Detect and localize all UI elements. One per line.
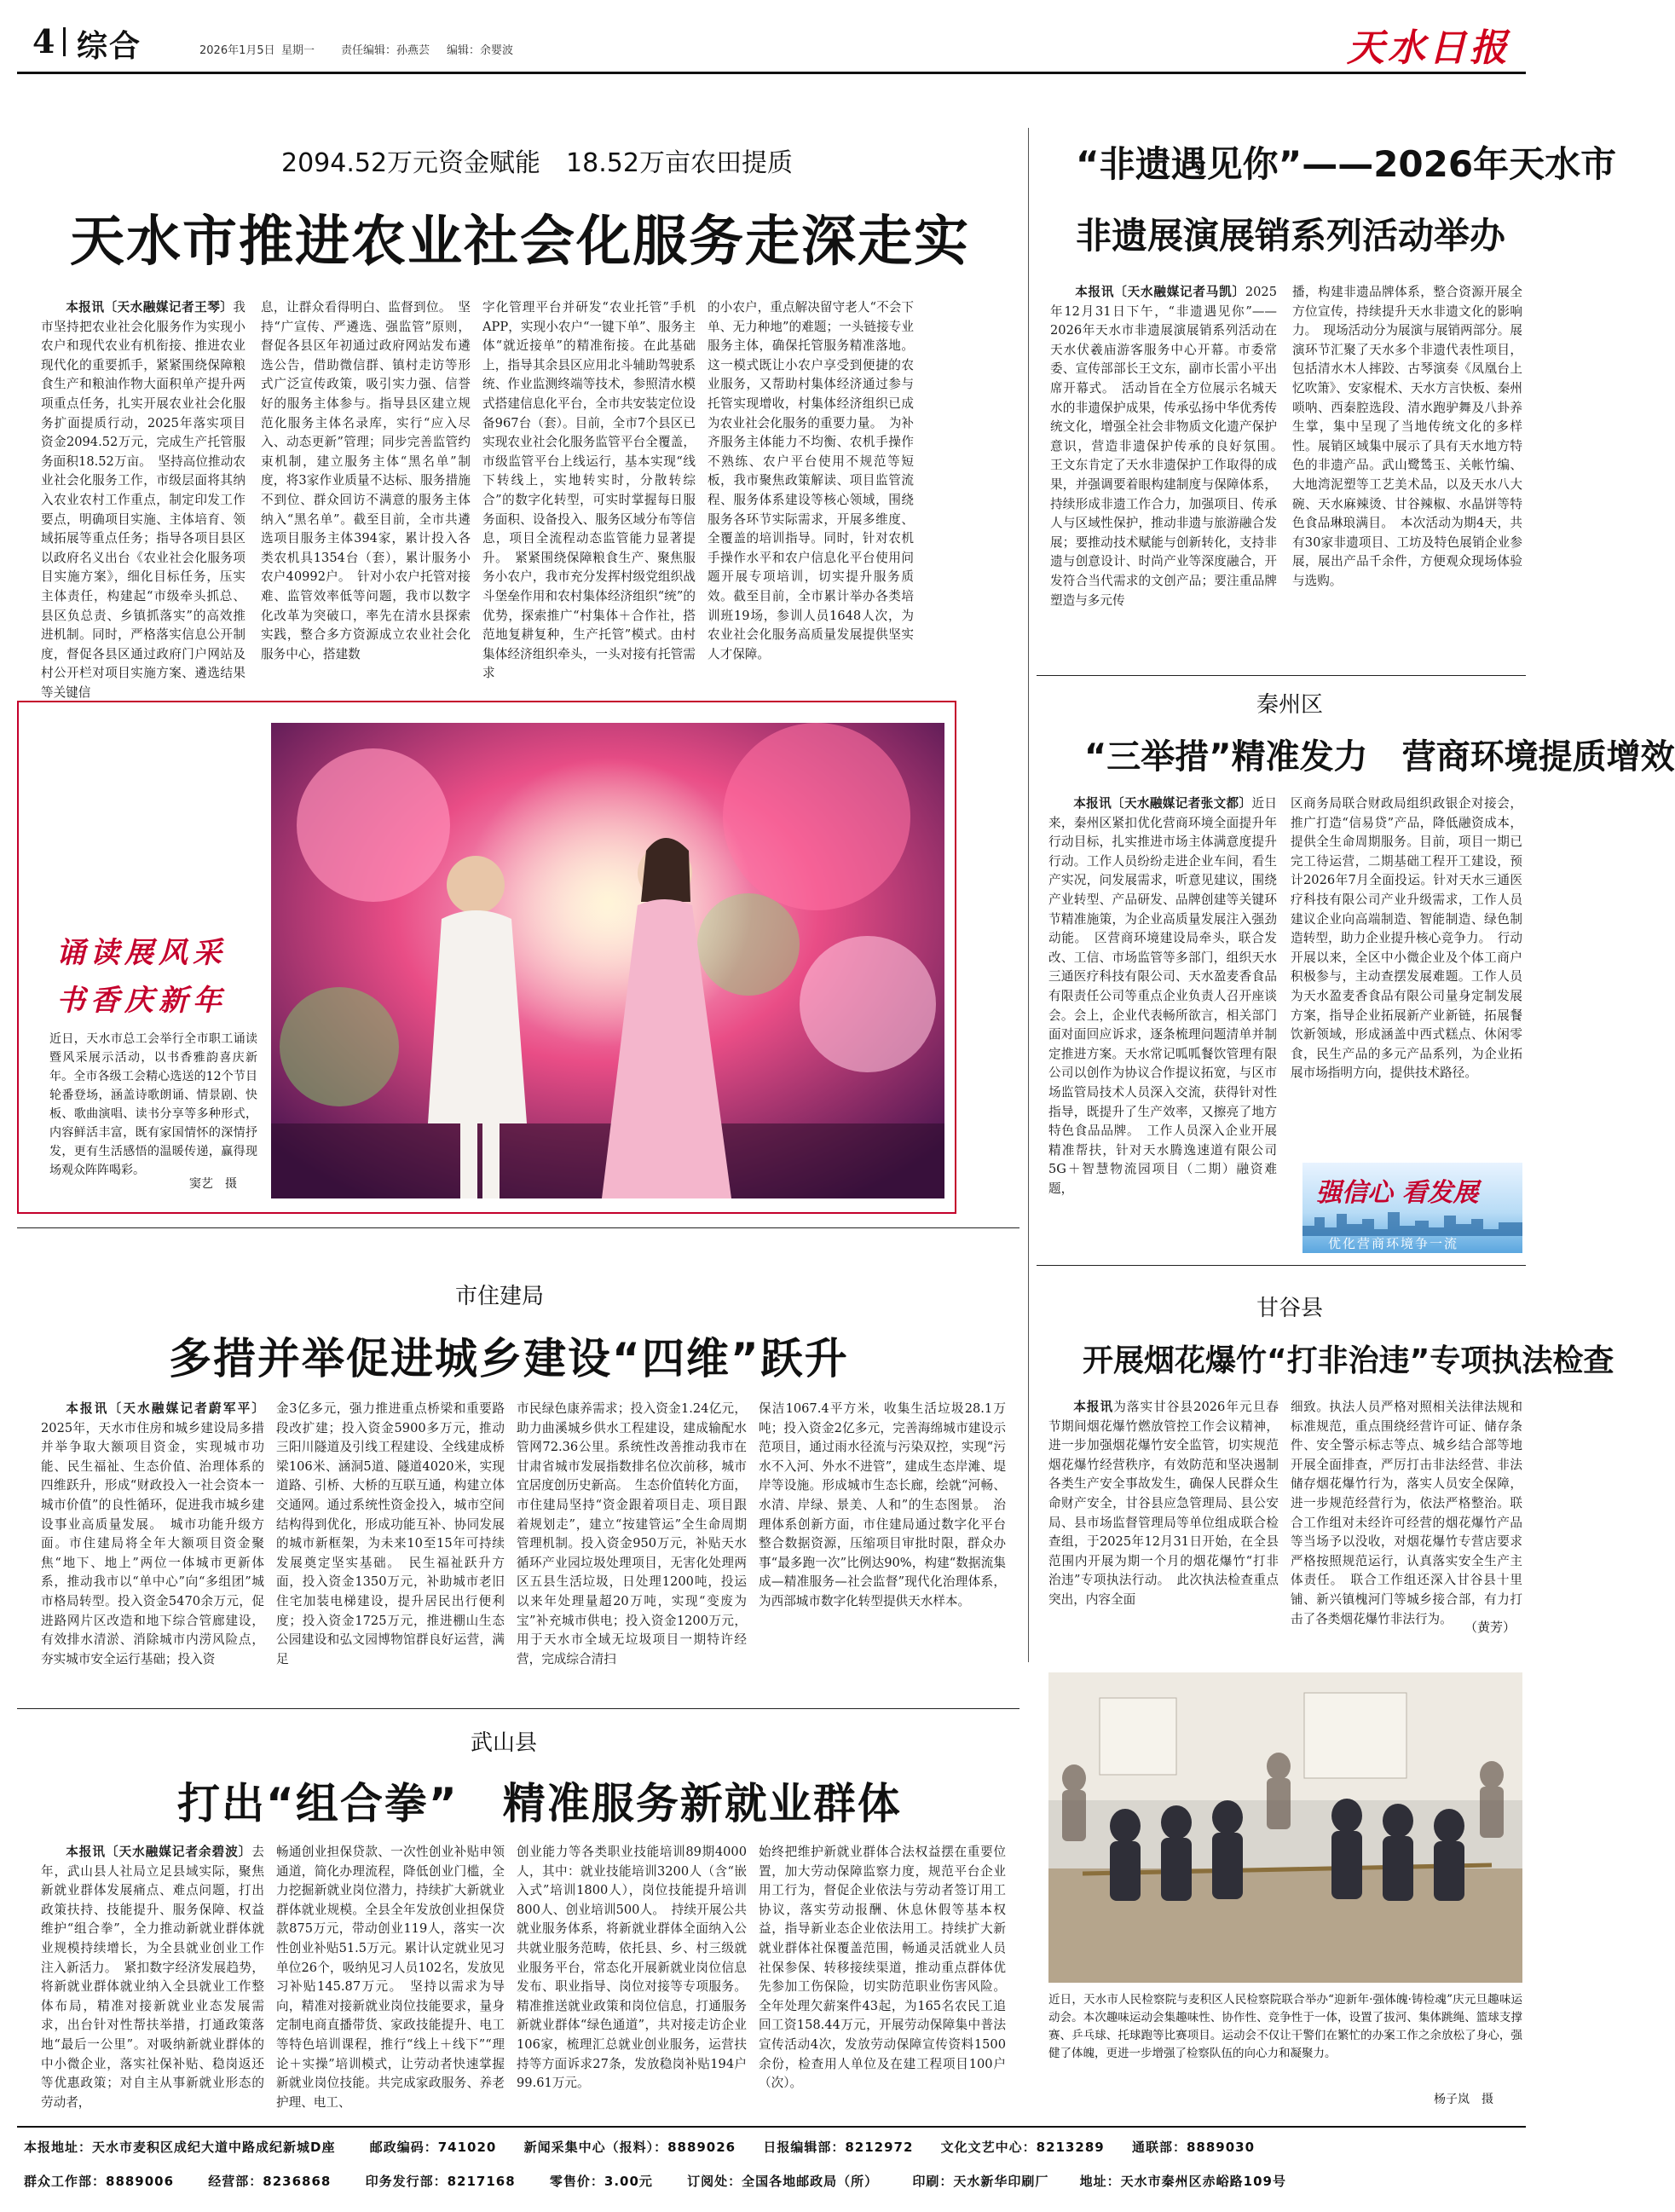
wushan-col-2: [276, 1843, 505, 2110]
construction-text-4: 保洁1067.4平方米，收集生活垃圾28.1万吨；投入资金2亿多元，完善海绵城市建设示范项目，通过雨水径流与污染双控，实现“污水不入河、外水不进管”，建成生态岸滩、堤岸等设施。形成城市生态长廊，绘就“河畅、水清、岸绿、景美、人和”的生态图景。 治理体系创新方面，市住建局通过数字化平台整合数据资源，压缩项目审批时限，群众办事“最多跑一次”比例达90%，构建“数据流集成—精准服务—社会监督”现代化治理体系，为西部城市数字化转型提供天水样本。: [759, 1401, 1006, 1608]
lead-headline: 天水市推进农业社会化服务走深走实: [70, 211, 970, 274]
wushan-text-1: 去年，武山县人社局立足县域实际，聚焦新就业群体发展痛点、难点问题，打出政策扶持、技能提升、服务保障、权益维护“组合拳”，全力推动新就业群体就业规模持续增长，为全县就业创业工作注入新活力。 紧扣数字经济发展趋势，将新就业群体就业纳入全县就业工作整体布局，精准对接新就业业态发展需求，出台针对性帮扶举措，打通政策落地“最后一公里”。对吸纳新就业群体的中小微企业，落实社保补贴、稳岗返还等优惠政策；对自主从事新就业形态的劳动者，: [41, 1845, 264, 2110]
lead-text-2: 息，让群众看得明白、监督到位。 坚持“广宣传、严遴选、强监管”原则，督促各县区年初通过政府网站发布遴选公告，借助微信群、镇村走访等形式广泛宣传政策，吸引实力强、信誉好的服务主体参与。指导县区建立规范化服务主体名录库，实行“应入尽入、动态更新”管理；同步完善监管约束机制，建立服务主体“黑名单”制度，将3家作业质量不达标、服务措施不到位、群众回访不满意的服务主体纳入“黑名单”。截至目前，全市共遴选项目服务主体394家，累计投入各类农机具1354台（套），累计服务小农户40992户。 针对小农户托管对接难、监管效率低等问题，我市以数字化改革为突破口，率先在清水县探索实践，整合多方资源成立农业社会化服务中心，搭建数: [261, 300, 471, 661]
header-divider: [63, 27, 66, 56]
wushan-byline: 本报讯〔天水融媒记者余碧波〕: [66, 1845, 252, 1859]
photo1-credit: 窦艺 摄: [189, 1177, 237, 1191]
calligraphy-line-1: 诵读展风采: [56, 936, 227, 970]
qinzhou-headline: “三举措”精准发力 营商环境提质增效: [1084, 737, 1675, 777]
gangu-headline: 开展烟花爆竹“打非治违”专项执法检查: [1083, 1343, 1614, 1378]
feiyi-col-2: [1292, 283, 1522, 658]
feiyi-col-1: [1050, 283, 1290, 658]
footer-daily-edit: 日报编辑部：8212972: [763, 2140, 914, 2155]
stage-photo-graphic: [271, 723, 944, 1198]
photo2-credit: 杨子岚 摄: [1434, 2093, 1493, 2106]
skyline-icon: [1302, 1210, 1522, 1236]
construction-col-1: [41, 1400, 264, 1696]
badge-title: 强信心 看发展: [1316, 1178, 1479, 1208]
qinzhou-section-tag: 秦州区: [1256, 692, 1324, 718]
right-column-divider: [1028, 128, 1029, 1662]
construction-top-rule: [17, 1227, 1019, 1228]
footer-subscribe: 订阅处：全国各地邮政局（所）: [687, 2174, 879, 2189]
construction-col-3: [517, 1400, 747, 1696]
gangu-credit: （黄芳）: [1464, 1620, 1516, 1635]
construction-col-4: [759, 1400, 1006, 1696]
feiyi-byline: 本报讯〔天水融媒记者马凯〕: [1075, 285, 1245, 299]
gangu-section-tag: 甘谷县: [1256, 1296, 1324, 1321]
gangu-text-2: 细致。执法人员严格对照相关法律法规和标准规范，重点围绕经营许可证、储存条件、安全警示标志等点、城乡结合部等地开展全面排查，严厉打击非法经营、非法储存烟花爆竹行为，落实人员安全保障，进一步规范经营行为，依法严格整治。联合工作组对未经许可经营的烟花爆竹产品等当场予以没收，对烟花爆竹专营店要求严格按照规范运行，认真落实安全生产主体责任。 联合工作组还深入甘谷县十里铺、新兴镇槐河门等城乡接合部，有力打击了各类烟花爆竹非法行为。: [1291, 1400, 1522, 1626]
sports-photo-graphic: [1048, 1672, 1522, 1983]
construction-section-tag: 市住建局: [455, 1284, 545, 1309]
footer-distribution: 印务发行部：8217168: [365, 2174, 516, 2189]
lead-col-2: [261, 298, 471, 697]
page-number: 4: [32, 22, 55, 61]
lead-col-3: [482, 298, 696, 697]
wushan-headline: 打出“组合拳” 精准服务新就业群体: [177, 1779, 902, 1828]
footer-price: 零售价：3.00元: [549, 2174, 653, 2189]
footer-printer: 印刷：天水新华印刷厂: [912, 2174, 1049, 2189]
photo1-caption-text: 近日，天水市总工会举行全市职工诵读暨风采展示活动，以书香雅韵喜庆新年。全市各级工会精心选送的12个节目轮番登场，涵盖诗歌朗诵、情景剧、快板、歌曲演唱、读书分享等多种形式，内容鲜活丰富，既有家国情怀的深情抒发，更有生活感悟的温暖传递，赢得现场观众阵阵喝彩。: [49, 1032, 257, 1177]
lead-text-4: 的小农户，重点解决留守老人“不会下单、无力种地”的难题；一头链接专业服务主体，确保托管服务精准落地。这一模式既让小农户享受到便捷的农业服务，又帮助村集体经济通过参与托管实现增收，村集体经济组织已成为农业社会化服务的重要力量。 为补齐服务主体能力不均衡、农机手操作不熟练、农户平台使用不规范等短板，我市聚焦政策解读、项目监管流程、服务体系建设等核心领域，围绕服务各环节实际需求，开展多维度、全覆盖的培训指导。同时，针对农机手操作水平和农户信息化平台使用问题开展专项培训，切实提升服务质效。截至目前，全市累计举办各类培训班19场，参训人员1648人次，为农业社会化服务高质量发展提供坚实人才保障。: [708, 300, 914, 661]
business-environment-badge: [1302, 1163, 1522, 1253]
footer-address: 本报地址：天水市麦积区成纪大道中路成纪新城D座: [24, 2140, 336, 2155]
page-header: [32, 17, 1516, 68]
calligraphy-line-2: 书香庆新年: [56, 984, 227, 1018]
qinzhou-col-1: [1048, 794, 1277, 1229]
issue-weekday: 星期一: [281, 44, 315, 57]
masthead-logo: 天水日报: [1347, 26, 1510, 70]
qinzhou-text-1: 近日来，秦州区紧扣优化营商环境全面提升年行动目标，扎实推进市场主体满意度提升行动。工作人员纷纷走进企业车间，看生产实况，问发展需求，听意见建议，围绕产业转型、产品研发、品牌创建等关键环节精准施策，为企业高质量发展注入强劲动能。 区营商环境建设局牵头，联合发改、工信、市场监管等多部门，组织天水三通医疗科技有限公司、天水盈麦香食品有限责任公司等重点企业负责人召开座谈会。会上，企业代表畅所欲言，相关部门面对面回应诉求，逐条梳理问题清单并制定推进方案。天水常记呱呱餐饮管理有限公司以创作为协议合作提议拓宽，与区市场监管局技术人员深入交流，获得针对性指导，既提升了生产效率，又擦亮了地方特色食品品牌。 工作人员深入企业开展精准帮扶，针对天水腾逸速道有限公司5G＋智慧物流园项目（二期）融资难题，: [1048, 796, 1277, 1196]
qinzhou-text-2: 区商务局联合财政局组织政银企对接会，推广打造“信易贷”产品，降低融资成本，提供全生命周期服务。目前，项目一期已完工待运营，二期基础工程开工建设，预计2026年7月全面投运。针对天水三通医疗科技有限公司产业升级需求，工作人员建议企业向高端制造、智能制造、绿色制造转型，助力企业提升核心竞争力。 行动开展以来，全区中小微企业及个体工商户积极参与，主动查摆发展难题。工作人员为天水盈麦香食品有限公司量身定制发展方案，指导企业拓展新产业新链，拓展餐饮新领域，形成涵盖中西式糕点、休闲零食，民生产品的多元产品系列，为企业拓展市场指明方向，提供技术路径。: [1291, 796, 1522, 1081]
construction-text-2: 金3亿多元，强力推进重点桥梁和重要路段改扩建；投入资金5900多万元，推动三阳川隧道及引线工程建设、全线建成桥梁106米、涵洞5道、隧道4020米，实现道路、引桥、大桥的互联互通，构建立体交通网。通过系统性资金投入，城市空间结构得到优化，形成功能互补、协同发展的城市新框架，为未来10至15年可持续发展奠定坚实基础。 民生福祉跃升方面，投入资金1350万元，补助城市老旧住宅加装电梯建设，提升居民出行便利度；投入资金1725万元，推进棚山生态公园建设和弘文园博物馆群良好运营，满足: [276, 1401, 505, 1666]
feiyi-text-2: 播，构建非遗品牌体系，整合资源开展全方位宣传，持续提升天水非遗文化的影响力。 现场活动分为展演与展销两部分。展演环节汇聚了天水多个非遗代表性项目，包括清水木人摔跤、古琴演奏《凤凰台上忆吹箫》、安家棍术、天水方言快板、秦州唢呐、西秦腔选段、清水跑驴舞及八卦养生掌，集中呈现了当地传统文化的多样性。展销区域集中展示了具有天水地方特色的非遗产品。武山鹭鸶玉、关帐竹编、大地湾泥塑等工艺美术品，以及天水八大碗、天水麻辣烫、甘谷辣椒、水晶饼等特色食品琳琅满目。 本次活动为期4天，共有30家非遗项目、工坊及特色展销企业参展，展出产品千余件，方便观众现场体验与选购。: [1292, 285, 1522, 588]
wushan-section-tag: 武山县: [471, 1730, 538, 1756]
feiyi-text-1: 2025年12月31日下午，“非遗遇见你”——2026年天水市非遗展演展销系列活动在天水伏羲庙游客服务中心开幕。市委常委、宣传部部长王文东，副市长雷小平出席开幕式。 活动旨在全方位展示名城天水的非遗保护成果，传承弘扬中华优秀传统文化，增强全社会非物质文化遗产保护意识，营造非遗保护传承的良好氛围。 王文东肯定了天水非遗保护工作取得的成果，并强调要着眼构建制度与保障体系，持续形成非遗工作合力，加强项目、传承人与区域性保护，推动非遗与旅游融合发展；要推动技术赋能与创新转化，支持非遗与创意设计、时尚产业等深度融合，开发符合当代需求的文创产品；要注重品牌塑造与多元传: [1050, 285, 1290, 608]
wushan-text-4: 始终把维护新就业群体合法权益摆在重要位置，加大劳动保障监察力度，规范平台企业用工行为，督促企业依法与劳动者签订用工协议，落实劳动报酬、休息休假等基本权益，指导新业态企业依法用工。持续扩大新就业群体社保覆盖范围，畅通灵活就业人员社保参保、转移接续渠道，推动重点群体优先参加工伤保险，切实防范职业伤害风险。全年处理欠薪案件43起，为165名农民工追回工资158.44万元，开展劳动保障集中普法宣传活动4次，发放劳动保障宣传资料1500余份，检查用人单位及在建工程项目100户（次）。: [759, 1845, 1006, 2091]
feiyi-headline-1: “非遗遇见你”——2026年天水市: [1076, 143, 1617, 185]
construction-headline: 多措并举促进城乡建设“四维”跃升: [169, 1334, 849, 1383]
construction-text-1: 2025年，天水市住房和城乡建设局多措并举争取大额项目资金，实现城市功能、民生福祉、生态价值、治理体系的四维跃升，形成“财政投入一社会资本一城市价值”的良性循环，促进我市城乡建设事业高质量发展。 城市功能升级方面。市住建局将全年大额项目资金聚焦“地下、地上”两位一体城市更新体系，推动我市以“单中心”向“多组团”城市格局转型。投入资金5470余万元，促进路网片区改造和地下综合管廊建设，有效排水清淤、消除城市内涝风险点，夯实城市安全运行基础；投入资: [41, 1420, 264, 1666]
gangu-col-1: [1048, 1398, 1279, 1643]
section-name: 综合: [77, 28, 142, 64]
wushan-top-rule: [17, 1708, 1019, 1709]
wushan-text-2: 畅通创业担保贷款、一次性创业补贴申领通道，简化办理流程，降低创业门槛，全力挖掘新就业岗位潜力，持续扩大新就业群体就业规模。全县全年发放创业担保贷款875万元，带动创业119人，落实一次性创业补贴51.5万元。累计认定就业见习单位26个，吸纳见习人员102名，发放见习补贴145.87万元。 坚持以需求为导向，精准对接新就业岗位技能要求，量身定制电商直播带货、家政技能提升、电工等特色培训课程，推行“线上＋线下”“理论＋实操”培训模式，让劳动者快速掌握新就业岗位技能。共完成家政服务、养老护理、电工、: [276, 1845, 505, 2110]
lead-col-4: [708, 298, 914, 697]
photo2-caption: [1048, 1991, 1522, 2063]
wushan-col-4: [759, 1843, 1006, 2105]
feiyi-headline-2: 非遗展演展销系列活动举办: [1076, 215, 1506, 257]
footer-printer-address: 地址：天水市秦州区赤峪路109号: [1079, 2174, 1286, 2189]
badge-subtitle: 优化营商环境争一流: [1328, 1236, 1459, 1251]
qinzhou-col-2: [1291, 794, 1522, 1151]
lead-text-3: 字化管理平台并研发“农业托管”手机APP，实现小农户“一键下单”、服务主体“就近接单”的精准衔接。在此基础上，指导其余县区应用北斗辅助驾驶系统、作业监测终端等技术，参照清水模式搭建信息化平台，全市共安装定位设备967台（套）。目前，全市7个县区已实现农业社会化服务监管平台全覆盖，市级监管平台上线运行，基本实现“线下转线上，实地转实时，分散转综合”的数字化转型，可实时掌握每日服务面积、设备投入、服务区域分布等信息，项目全流程动态监管能力显著提升。 紧紧围绕保障粮食生产、聚焦服务小农户，我市充分发挥村级党组织战斗堡垒作用和农村集体经济组织“统”的优势，探索推广“村集体＋合作社，搭范地复耕复种，生产托管”模式。由村集体经济组织牵头，一头对接有托管需求: [482, 300, 696, 681]
footer-finance-dept: 经营部：8236868: [208, 2174, 332, 2189]
footer-news-center: 新闻采集中心（报料）：8889026: [523, 2140, 736, 2155]
photo2-caption-text: 近日，天水市人民检察院与麦积区人民检察院联合举办“迎新年·强体魄·铸检魂”庆元旦趣味运动会。本次趣味运动会集趣味性、协作性、竞争性于一体，设置了拔河、集体跳绳、篮球支撑赛、乒乓球、托球跑等比赛项目。运动会不仅让干警们在繁忙的办案工作之余放松了身心，强健了体魄，更进一步增强了检察队伍的向心力和凝聚力。: [1048, 1993, 1522, 2060]
photo1-caption: [49, 1030, 257, 1180]
tug-of-war-photo: [1048, 1672, 1522, 1983]
designer-label: 编辑：余婴波: [447, 44, 514, 57]
footer-postcode: 邮政编码：741020: [369, 2140, 497, 2155]
stage-performance-photo: [271, 723, 944, 1198]
badge-skyline: [1302, 1210, 1522, 1236]
construction-text-3: 市民绿色康养需求；投入资金1.24亿元，助力曲溪城乡供水工程建设，建成输配水管网72.36公里。系统性改善推动我市在甘肃省城市发展指数排名位次前移，城市宜居度创历史新高。 生态价值转化方面，市住建局坚持“资金跟着项目走、项目跟着规划走”，建立“按建管运”全生命周期管理机制。投入资金950万元，补贴天水循环产业园垃圾处理项目，无害化处理两区五县生活垃圾，日处理1200吨，投运以来年处理量超20万吨，实现“变废为宝”补充城市供电；投入资金1200万元，用于天水市全域无垃圾项目一期特许经营，完成综合清扫: [517, 1401, 747, 1666]
lead-kicker: 2094.52万元资金赋能 18.52万亩农田提质: [281, 148, 793, 178]
qinzhou-byline: 本报讯〔天水融媒记者张文都〕: [1073, 796, 1252, 811]
construction-col-2: [276, 1400, 505, 1696]
editor-label: 责任编辑：孙燕芸: [341, 44, 430, 57]
issue-date: 2026年1月5日: [199, 44, 275, 57]
footer-mass-dept: 群众工作部：8889006: [24, 2174, 175, 2189]
wushan-col-1: [41, 1843, 264, 2110]
construction-byline: 本报讯〔天水融媒记者蔚军平〕: [66, 1401, 264, 1416]
gangu-byline: 本报讯: [1073, 1400, 1114, 1414]
gangu-col-2: [1291, 1398, 1522, 1626]
footer-arts-center: 文化文艺中心：8213289: [940, 2140, 1105, 2155]
footer-rule: [17, 2126, 1526, 2128]
footer-line-2: [24, 2172, 1524, 2190]
feiyi-bottom-rule: [1037, 675, 1526, 676]
gangu-text-1: 为落实甘谷县2026年元旦春节期间烟花爆竹燃放管控工作会议精神，进一步加强烟花爆竹安全监管，切实规范烟花爆竹经营秩序，有效防范和坚决遏制各类生产安全事故发生，确保人民群众生命财产安全，甘谷县应急管理局、县公安局、县市场监督管理局等单位组成联合检查组，于2025年12月31日开始，在全县范围内开展为期一个月的烟花爆竹“打非治违”专项执法行动。 此次执法检查重点突出，内容全面: [1048, 1400, 1279, 1607]
lead-byline: 本报讯〔天水融媒记者王琴〕: [66, 300, 234, 315]
footer-notice-dept: 通联部：8889030: [1131, 2140, 1256, 2155]
wushan-text-3: 创业能力等各类职业技能培训89期4000人，其中：就业技能培训3200人（含“嵌入式”培训1800人），岗位技能提升培训800人、创业培训500人。 持续开展公共就业服务体系，将新就业群体全面纳入公共就业服务范畴，依托县、乡、村三级就业服务平台，常态化开展新就业岗位信息发布、职业指导、岗位对接等专项服务。精准推送就业政策和岗位信息，打通服务新就业群体“绿色通道”，共对接走访企业106家，梳理汇总就业创业服务，运营扶持等方面诉求27条，发放稳岗补贴194户99.61万元。: [517, 1845, 747, 2091]
header-rule: [17, 72, 1526, 74]
wushan-col-3: [517, 1843, 747, 2105]
lead-col-1: [41, 298, 245, 700]
footer-line-1: [24, 2138, 1524, 2156]
qinzhou-bottom-rule: [1037, 1265, 1526, 1266]
lead-text-1: 我市坚持把农业社会化服务作为实现小农户和现代农业有机衔接、推进农业现代化的重要抓手，紧紧围绕保障粮食生产和粮油作物大面积单产提升两项重点任务，扎实开展农业社会化服务扩面提质行动，2025年落实项目资金2094.52万元，完成生产托管服务面积18.52万亩。 坚持高位推动农业社会化服务工作，市级层面将其纳入农业农村工作重点，制定印发工作要点，明确项目实施、主体培育、领域拓展等重点任务；指导各项目县区以政府名义出台《农业社会化服务项目实施方案》，细化目标任务，压实主体责任，构建起“市级牵头抓总、县区负总责、乡镇抓落实”的高效推进机制。同时，严格落实信息公开制度，督促各县区通过政府门户网站及村公开栏对项目实施方案、遴选结果等关键信: [41, 300, 245, 700]
